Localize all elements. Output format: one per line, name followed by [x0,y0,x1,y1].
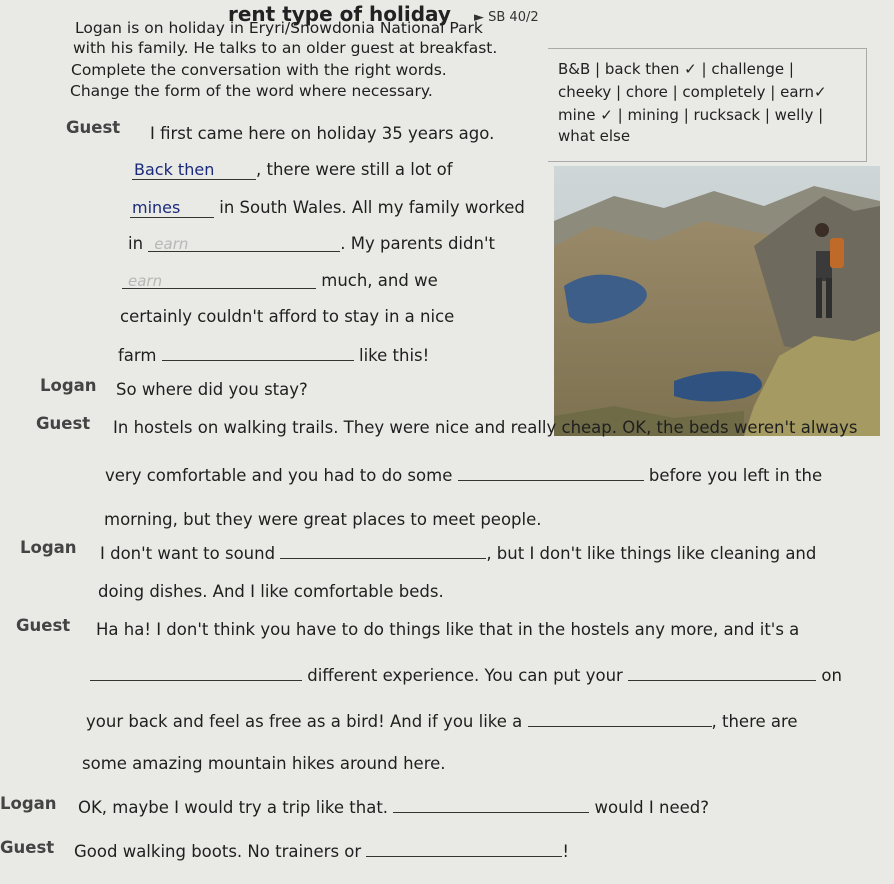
dialogue-line [105,464,822,485]
dialogue-line [118,344,429,365]
dialogue-line: Ha ha! I don't think you have to do things like that in the hostels any more, and it's a [96,620,800,639]
answer-blank[interactable] [393,796,589,813]
dialogue-text: like this! [359,346,430,365]
speaker-label-logan: Logan [20,538,77,557]
dialogue-text: farm [118,346,157,365]
dialogue-line: certainly couldn't afford to stay in a nice [120,307,455,326]
answer-blank[interactable] [280,542,486,559]
dialogue-text: in South Wales. All my family worked [219,198,525,217]
dialogue-text: , there are [711,712,798,731]
mountain-hiker-photo [554,166,880,436]
dialogue-line: So where did you stay? [116,380,308,399]
dialogue-line: morning, but they were great places to meet people. [104,510,542,529]
dialogue-line: I first came here on holiday 35 years ago. [150,124,495,143]
answer-blank[interactable] [162,344,354,361]
answer-blank[interactable] [528,710,712,727]
filled-answer[interactable]: mines [130,198,214,218]
dialogue-text: your back and feel as free as a bird! And if you like a [86,712,523,731]
filled-answer[interactable]: Back then [132,160,256,180]
dialogue-text: OK, maybe I would try a trip like that. [78,798,389,817]
dialogue-text: very comfortable and you had to do some [105,466,453,485]
speaker-label-logan: Logan [40,376,97,395]
speaker-label-guest: Guest [66,118,121,137]
dialogue-text: I don't want to sound [100,544,276,563]
dialogue-line [128,234,495,253]
dialogue-text: would I need? [594,798,709,817]
instruction-line: Logan is on holiday in Eryri/Snowdonia National Park [75,19,483,37]
dialogue-line [122,271,438,290]
dialogue-text: . My parents didn't [340,234,495,253]
answer-blank[interactable] [366,840,562,857]
answer-blank[interactable]: earn [122,272,316,289]
speaker-label-guest: Guest [36,414,91,433]
instruction-line: Complete the conversation with the right words. [71,61,447,79]
word-box-row: cheeky | chore | completely | earn✓ [558,83,827,101]
dialogue-line [130,198,525,218]
dialogue-line [100,542,816,563]
instruction-line: Change the form of the word where necessary. [70,82,433,100]
instruction-line: with his family. He talks to an older guest at breakfast. [73,39,498,57]
dialogue-text: before you left in the [648,466,823,485]
dialogue-text: much, and we [321,271,438,290]
student-book-reference: ► SB 40/2 [474,10,539,25]
answer-blank[interactable] [458,464,644,481]
dialogue-line [74,840,569,861]
answer-blank[interactable] [90,664,302,681]
word-box-row: mine ✓ | mining | rucksack | welly | [558,106,824,124]
dialogue-line [78,796,709,817]
dialogue-text: , there were still a lot of [256,160,453,179]
dialogue-text: on [821,666,842,685]
dialogue-line [132,160,453,180]
exercise-title: rent type of holiday [228,2,451,26]
dialogue-line: doing dishes. And I like comfortable beds. [98,582,444,601]
dialogue-text: ! [562,842,570,861]
dialogue-line: In hostels on walking trails. They were nice and really cheap. OK, the beds weren't always [113,418,858,437]
dialogue-text: different experience. You can put your [307,666,623,685]
answer-blank[interactable] [628,664,816,681]
dialogue-line [86,710,798,731]
dialogue-text: , but I don't like things like cleaning and [486,544,817,563]
speaker-label-guest: Guest [0,838,55,857]
speaker-label-guest: Guest [16,616,71,635]
word-box-row: what else [558,127,631,145]
answer-blank[interactable]: earn [148,235,340,252]
dialogue-text: in [128,234,144,253]
speaker-label-logan: Logan [0,794,57,813]
dialogue-text: Good walking boots. No trainers or [74,842,362,861]
dialogue-line [90,664,842,685]
dialogue-line: some amazing mountain hikes around here. [82,754,446,773]
word-box-row: B&B | back then ✓ | challenge | [558,60,794,78]
